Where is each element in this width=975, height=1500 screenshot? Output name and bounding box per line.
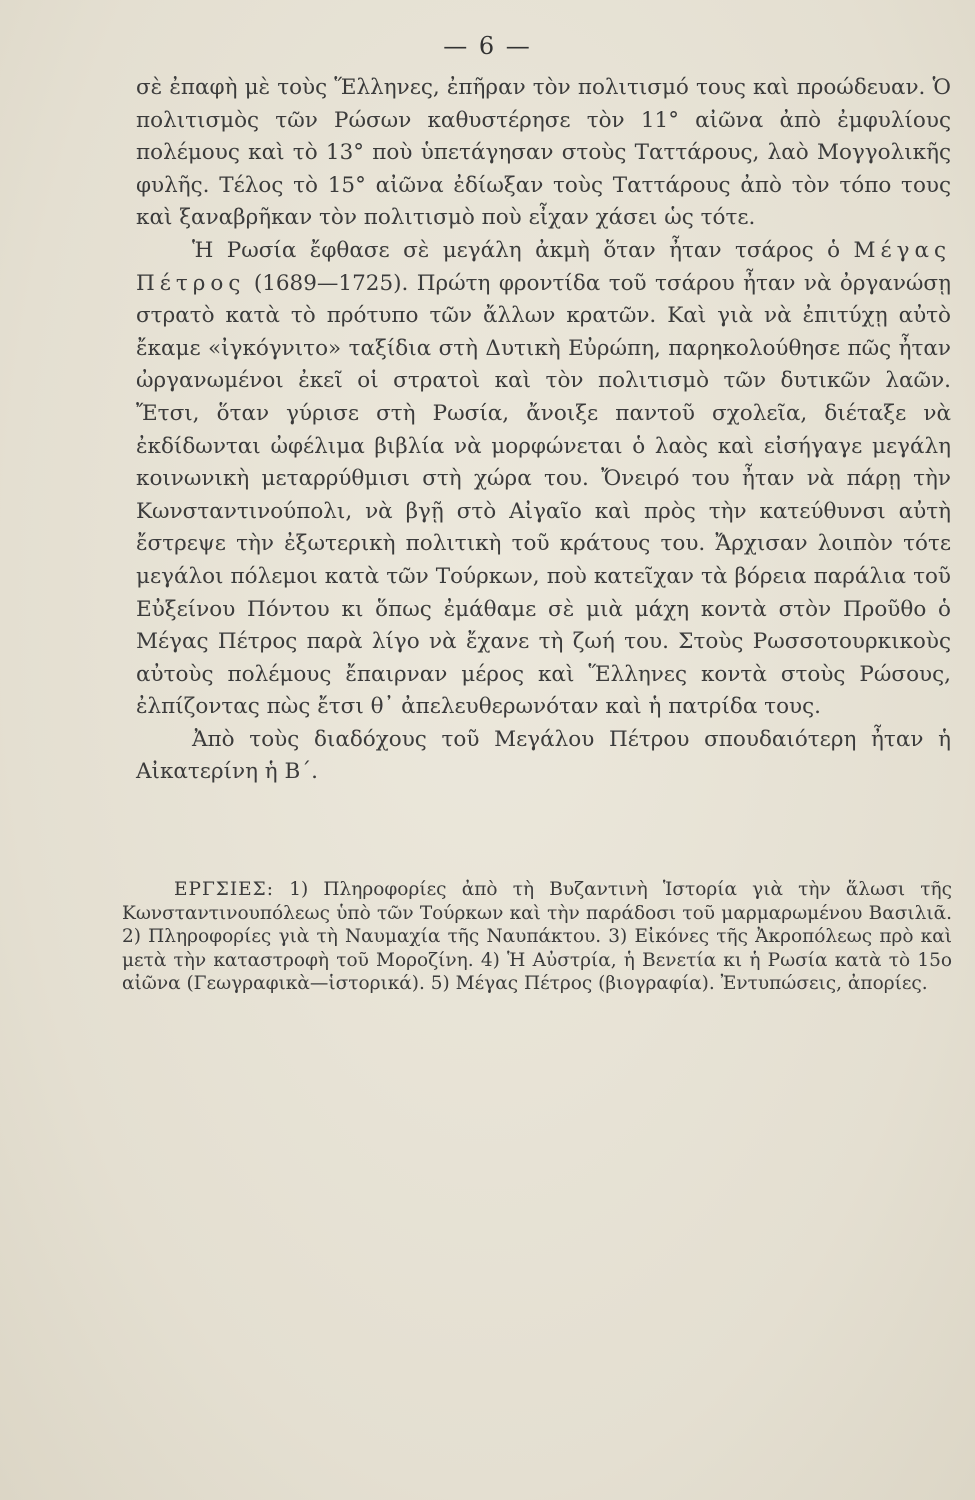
exercises-label: ΕΡΓΣΙΕΣ: [174,879,274,900]
peter-the-great-name: Μέγας Πέτρος [136,237,951,296]
paragraph-2-intro: Ἡ Ρωσία ἔφθασε σὲ μεγάλη ἀκμὴ ὅταν ἦταν τσάρος ὁ [192,237,841,263]
exercises-section [122,878,952,996]
paragraph-2-body: (1689—1725). Πρώτη φροντίδα τοῦ τσάρου ἦταν νὰ ὀργανώσῃ στρατὸ κατὰ τὸ πρότυπο τῶν ἄλλων κρατῶν. Καὶ γιὰ νὰ ἐπιτύχῃ αὐτὸ ἔκαμε «ἰγκόγνιτο» ταξίδια στὴ Δυτικὴ Εὐρώπη, παρηκολούθησε πῶς ἦταν ὠργανωμένοι ἐκεῖ οἱ στρατοὶ καὶ τὸν πολιτισμὸ τῶν δυτικῶν λαῶν. Ἔτσι, ὅταν γύρισε στὴ Ρωσία, ἄνοιξε παντοῦ σχολεῖα, διέταξε νὰ ἐκδίδωνται ὠφέλιμα βιβλία νὰ μορφώνεται ὁ λαὸς καὶ εἰσήγαγε μεγάλη κοινωνικὴ μεταρρύθμισι στὴ χώρα του. Ὄνειρό του ἦταν νὰ πάρῃ τὴν Κωνσταντινούπολι, νὰ βγῇ στὸ Αἰγαῖο καὶ πρὸς τὴν κατεύθυνσι αὐτὴ ἔστρεψε τὴν ἐξωτερικὴ πολιτικὴ τοῦ κράτους του. Ἄρχισαν λοιπὸν τότε μεγάλοι πόλεμοι κατὰ τῶν Τούρκων, ποὺ κατεῖχαν τὰ βόρεια παράλια τοῦ Εὐξείνου Πόντου κι ὅπως ἐμάθαμε σὲ μιὰ μάχη κοντὰ στὸν Προῦθο ὁ Μέγας Πέτρος παρὰ λίγο νὰ ἔχανε τὴ ζωή του. Στοὺς Ρωσσοτουρκικοὺς αὐτοὺς πολέμους ἔπαιρναν μέρος καὶ Ἕλληνες κοντὰ στοὺς Ρώσους, ἐλπίζοντας πὼς ἔτσι θ᾿ ἀπελευθερωνόταν καὶ ἡ πατρίδα τους. [136,270,951,720]
exercises-text: 1) Πληροφορίες ἀπὸ τὴ Βυζαντινὴ Ἱστορία γιὰ τὴν ἅλωσι τῆς Κωνσταντινουπόλεως ὑπὸ τῶν Τούρκων καὶ τὴν παράδοσι τοῦ μαρμαρωμένου Βασιλιᾶ. 2) Πληροφορίες γιὰ τὴ Ναυμαχία τῆς Ναυπάκτου. 3) Εἰκόνες τῆς Ἀκροπόλεως πρὸ καὶ μετὰ τὴν καταστροφὴ τοῦ Μοροζίνη. 4) Ἡ Αὐστρία, ἡ Βενετία κι ἡ Ρωσία κατὰ τὸ 15ο αἰῶνα (Γεωγραφικὰ—ἱστορικά). 5) Μέγας Πέτρος (βιογραφία). Ἐντυπώσεις, ἀπορίες. [122,879,952,994]
page-number: — 6 — [443,32,532,60]
main-text [136,72,951,789]
paragraph-3: Ἀπὸ τοὺς διαδόχους τοῦ Μεγάλου Πέτρου σπουδαιότερη ἦταν ἡ Αἰκατερίνη ἡ Β΄. [136,726,951,785]
paragraph-1: σὲ ἐπαφὴ μὲ τοὺς Ἕλληνες, ἐπῆραν τὸν πολιτισμό τους καὶ προώδευαν. Ὁ πολιτισμὸς τῶν Ρώσων καθυστέρησε τὸν 11° αἰῶνα ἀπὸ ἐμφυλίους πολέμους καὶ τὸ 13° ποὺ ὑπετάγησαν στοὺς Ταττάρους, λαὸ Μογγολικῆς φυλῆς. Τέλος τὸ 15° αἰῶνα ἐδίωξαν τοὺς Ταττάρους ἀπὸ τὸν τόπο τους καὶ ξαναβρῆκαν τὸν πολιτισμὸ ποὺ εἶχαν χάσει ὡς τότε. [136,75,951,231]
paragraph-2 [136,235,951,724]
